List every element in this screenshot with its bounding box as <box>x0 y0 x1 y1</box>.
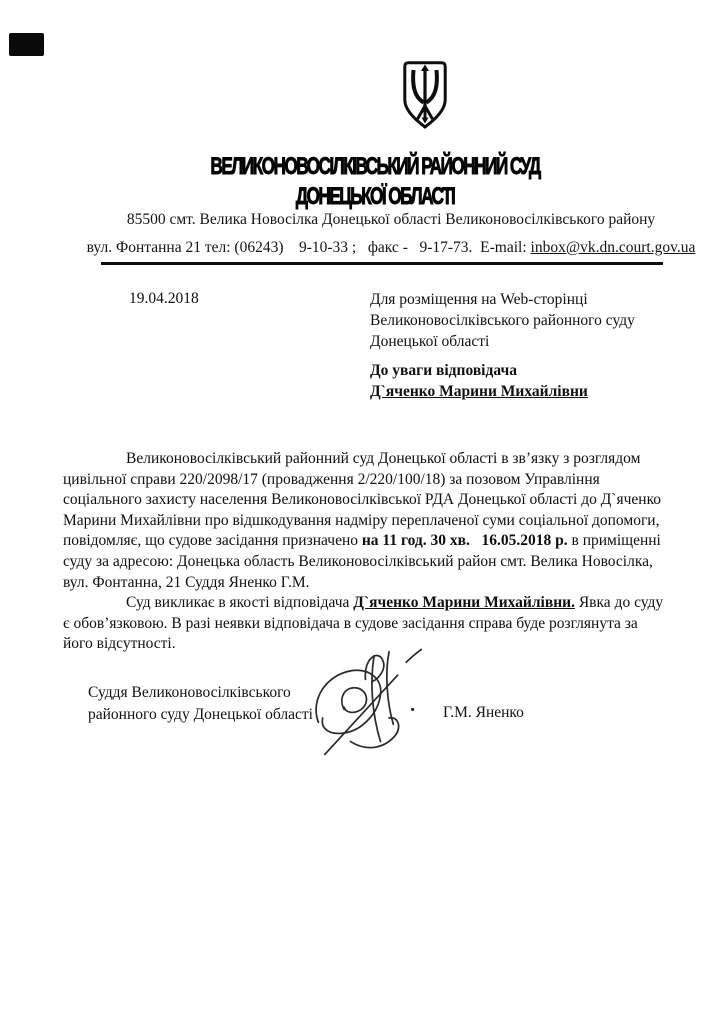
court-name-line2: ДОНЕЦЬКОЇ ОБЛАСТІ <box>295 183 455 210</box>
court-name-line1: ВЕЛИКОНОВОСІЛКІВСЬКИЙ РАЙОННИЙ СУД <box>210 153 540 180</box>
judge-name: Г.М. Яненко <box>443 704 524 721</box>
court-contacts-line <box>87 239 696 257</box>
contacts-text: вул. Фонтанна 21 тел: (06243) 9-10-33 ; факс - 9-17-73. E-mail: <box>86 239 531 256</box>
trident-emblem-icon <box>403 60 447 130</box>
handwritten-signature <box>303 643 443 763</box>
text-run: Суд викликає в якості відповідача <box>126 594 354 612</box>
text-run: Явка до суду є обов’язковою. В разі неявки відповідача в судове засідання справа буде розглянута за його відсутності. <box>63 594 668 653</box>
body-paragraph <box>63 449 669 593</box>
signature-title-line: районного суду Донецької області <box>88 705 313 723</box>
text-run: Великоновосілківський районний суд Донецької області в зв’язку з розглядом цивільної справи 220/2098/17 (провадження 2/220/100/18) за позовом Управління соціального захисту населення Великоновосілківської РДА Донецької області до Д`яченко Марини Михайлівни про відшкодування надміру переплаченої суми соціальної допомоги, повідомляє, що судове засідання призначено <box>63 450 665 550</box>
court-email: inbox@vk.dn.court.gov.ua <box>530 239 696 256</box>
scan-artifact-block <box>9 33 44 56</box>
attention-block <box>370 361 588 403</box>
document-date: 19.04.2018 <box>129 290 199 307</box>
court-address-line: 85500 смт. Велика Новосілка Донецької області Великоновосілківського району <box>126 211 656 228</box>
posting-line: Великоновосілківського районного суду <box>370 311 635 329</box>
posting-line: Для розміщення на Web-сторінці <box>370 291 588 308</box>
text-run: на 11 год. 30 хв. 16.05.2018 р. <box>361 532 568 550</box>
notice-body <box>63 449 669 655</box>
signature-title <box>88 682 313 725</box>
signature-title-line: Суддя Великоновосілківського <box>88 684 291 701</box>
letterhead-divider <box>101 262 663 265</box>
posting-line: Донецької області <box>370 332 490 350</box>
text-run: Д`яченко Марини Михайлівни. <box>353 594 575 612</box>
respondent-name: Д`яченко Марини Михайлівни <box>370 382 588 400</box>
text-run: в приміщенні суду за адресою: Донецька область Великоновосілківський район смт. Велика Новосілка, вул. Фонтанна, 21 Суддя Яненко Г.М. <box>63 532 665 591</box>
posting-note <box>370 290 635 352</box>
attention-label: До уваги відповідача <box>370 362 517 379</box>
